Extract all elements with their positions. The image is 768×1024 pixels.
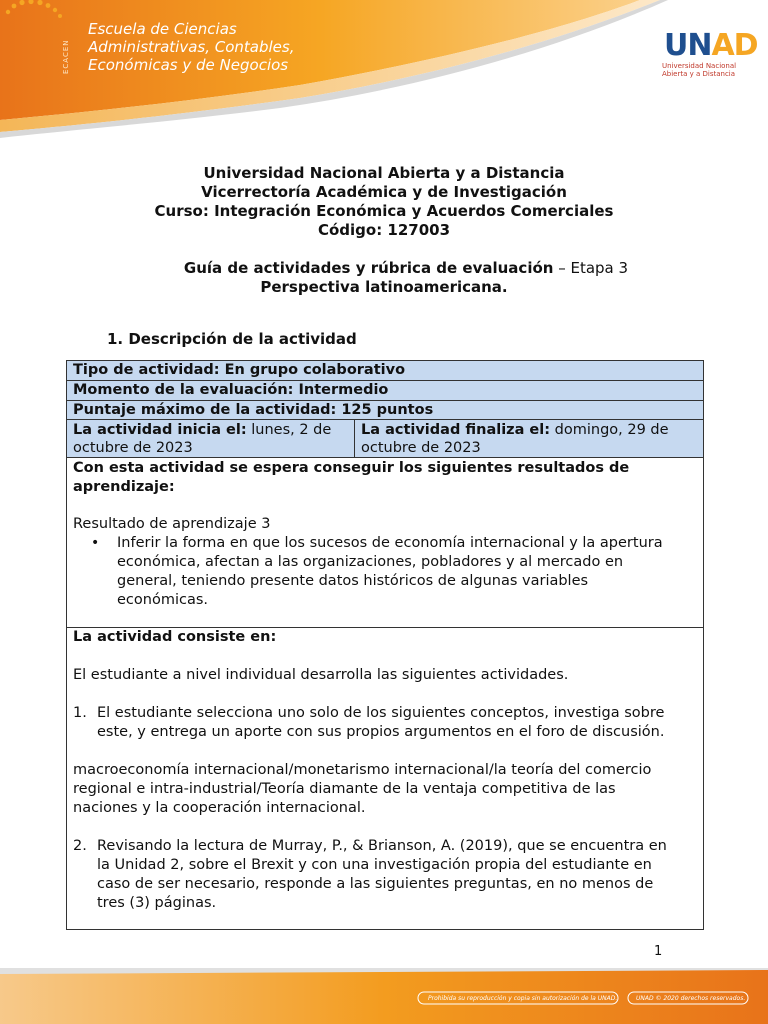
- title-university: Universidad Nacional Abierta y a Distancia: [203, 164, 565, 182]
- result-line: Inferir la forma en que los sucesos de economía internacional y la apertura: [117, 535, 663, 551]
- row-dates: [67, 420, 703, 458]
- footer-wave-graphic: [0, 960, 768, 1024]
- section-heading: 1. Descripción de la actividad: [107, 330, 357, 348]
- title-code: Código: 127003: [317, 221, 451, 239]
- end-date-value: domingo, 29 de: [550, 422, 669, 438]
- document-titles: [0, 164, 768, 240]
- results-heading: [73, 459, 629, 497]
- guide-title-bold: Guía de actividades y rúbrica de evaluación: [183, 259, 554, 277]
- consists-intro: El estudiante a nivel individual desarrolla las siguientes actividades.: [73, 667, 569, 683]
- results-heading-line: Con esta actividad se espera conseguir los siguientes resultados de: [73, 460, 630, 476]
- item2-line: Revisando la lectura de Murray, P., & Brianson, A. (2019), que se encuentra en: [97, 838, 667, 854]
- bullet-icon: •: [91, 535, 100, 551]
- school-name: [88, 20, 295, 74]
- row-activity-consists: [67, 628, 703, 929]
- end-date-value-cont: octubre de 2023: [361, 440, 481, 456]
- school-name-line: Escuela de Ciencias: [88, 20, 237, 38]
- item2-line: tres (3) páginas.: [97, 895, 217, 911]
- end-date-label: La actividad finaliza el:: [361, 422, 551, 438]
- guide-subtitle: Perspectiva latinoamericana.: [260, 278, 508, 296]
- unad-logo-wordmark: [664, 28, 758, 63]
- end-date-cell: [355, 420, 703, 457]
- item1-text: [97, 704, 697, 742]
- unad-logo-dots-icon: [0, 0, 84, 70]
- item2-line: la Unidad 2, sobre el Brexit y con una investigación propia del estudiante en: [97, 857, 652, 873]
- unad-logo-subtitle: [662, 62, 736, 78]
- school-name-line: Económicas y de Negocios: [88, 56, 289, 74]
- start-date-cell: [67, 420, 355, 457]
- footer-banner: [0, 960, 768, 1024]
- page-number: 1: [654, 944, 663, 959]
- result-description: [117, 534, 663, 610]
- row-max-score: Puntaje máximo de la actividad: 125 puntos: [67, 401, 703, 420]
- guide-title: [0, 259, 768, 297]
- footer-rights: UNAD © 2020 derechos reservados.: [636, 995, 746, 1002]
- concepts-line: regional e intra-industrial/Teoría diamante de la ventaja competitiva de las: [73, 781, 616, 797]
- item2-text: [97, 837, 697, 913]
- logo-un: UN: [664, 28, 712, 63]
- ecacen-tag: ECACEN: [62, 39, 70, 74]
- start-date-label: La actividad inicia el:: [73, 422, 247, 438]
- item1-line: este, y entrega un aporte con sus propios argumentos en el foro de discusión.: [97, 724, 665, 740]
- logo-sub-line: Abierta y a Distancia: [662, 70, 736, 78]
- results-heading-line: aprendizaje:: [73, 479, 175, 495]
- result-line: económica, afectan a las organizaciones, pobladores y al mercado en: [117, 554, 624, 570]
- school-name-line: Administrativas, Contables,: [88, 38, 295, 56]
- result-label: Resultado de aprendizaje 3: [73, 516, 271, 532]
- footer-copyright-notice: Prohibida su reproducción y copia sin autorización de la UNAD.: [428, 995, 618, 1002]
- logo-ad: AD: [711, 28, 758, 63]
- concepts-line: naciones y la cooperación internacional.: [73, 800, 366, 816]
- item1-line: El estudiante selecciona uno solo de los siguientes conceptos, investiga sobre: [97, 705, 665, 721]
- consists-heading: La actividad consiste en:: [73, 629, 277, 645]
- item1-number: 1.: [73, 705, 87, 721]
- activity-table: [66, 360, 704, 930]
- item2-number: 2.: [73, 838, 87, 854]
- concepts-line: macroeconomía internacional/monetarismo internacional/la teoría del comercio: [73, 762, 652, 778]
- concepts-text: [73, 761, 697, 818]
- logo-sub-line: Universidad Nacional: [662, 62, 737, 70]
- title-course: Curso: Integración Económica y Acuerdos Comerciales: [154, 202, 614, 220]
- row-learning-results: [67, 458, 703, 628]
- guide-title-stage: – Etapa 3: [553, 259, 629, 277]
- item2-line: caso de ser necesario, responde a las siguientes preguntas, en no menos de: [97, 876, 654, 892]
- start-date-value: lunes, 2 de: [246, 422, 332, 438]
- row-activity-type: Tipo de actividad: En grupo colaborativo: [67, 361, 703, 381]
- row-evaluation-moment: Momento de la evaluación: Intermedio: [67, 381, 703, 401]
- result-line: económicas.: [117, 592, 209, 608]
- header-banner: [0, 0, 768, 150]
- start-date-value-cont: octubre de 2023: [73, 440, 193, 456]
- title-vicerrectoria: Vicerrectoría Académica y de Investigación: [201, 183, 567, 201]
- result-line: general, teniendo presente datos históricos de algunas variables: [117, 573, 589, 589]
